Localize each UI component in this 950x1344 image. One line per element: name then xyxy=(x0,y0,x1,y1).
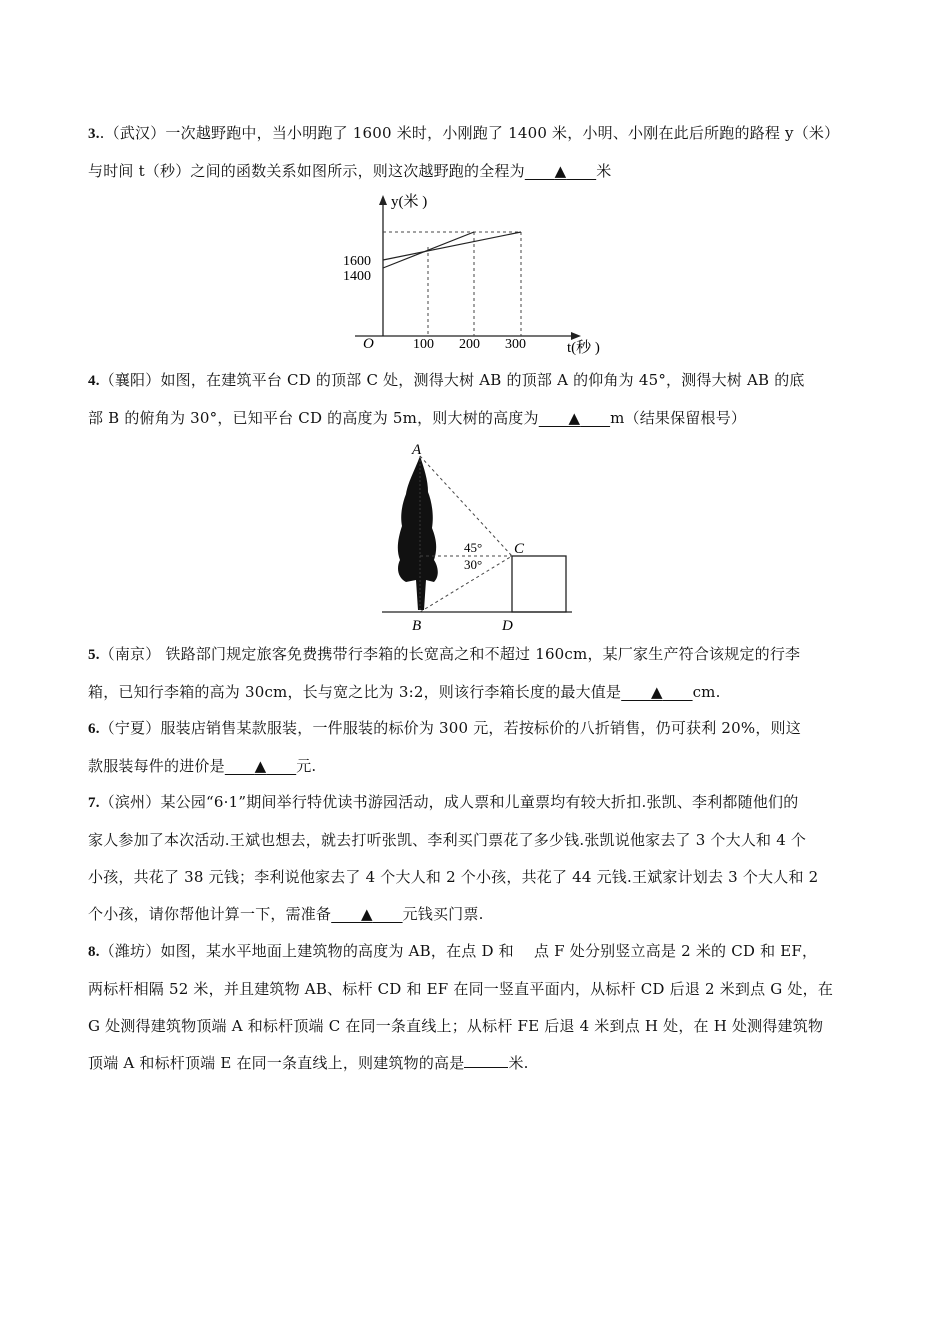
figure-distance-time-graph xyxy=(335,190,625,360)
origin-label: O xyxy=(363,336,374,352)
y-tick-1600: 1600 xyxy=(343,254,371,269)
angle-30-label: 30° xyxy=(464,557,483,572)
label-c: C xyxy=(514,541,525,557)
x-tick-300: 300 xyxy=(505,337,526,352)
question-6-number: 6. xyxy=(88,721,100,737)
question-3-number: 3. xyxy=(88,126,100,142)
label-d: D xyxy=(502,618,513,634)
question-7-line-1: 7.（滨州）某公园“6·1”期间举行特优读书游园活动，成人票和儿童票均有较大折扣.张凯、李利都随他们的 xyxy=(88,793,799,811)
question-5 xyxy=(88,636,868,711)
y-axis-label: y(米 ) xyxy=(391,194,428,210)
platform-cd xyxy=(512,556,566,612)
question-8-line-4: 顶端 A 和标杆顶端 E 在同一条直线上，则建筑物的高是 米. xyxy=(88,1054,529,1072)
answer-blank-3[interactable]: ▲ xyxy=(554,162,567,180)
question-8-number: 8. xyxy=(88,944,100,960)
x-axis-arrow xyxy=(571,332,581,340)
question-7-line-4: 个小孩，请你帮他计算一下，需准备 ▲ 元钱买门票. xyxy=(88,896,868,933)
x-tick-100: 100 xyxy=(413,337,434,352)
answer-blank-6[interactable]: ▲ xyxy=(254,757,267,775)
question-3-line-2: 与时间 t（秒）之间的函数关系如图所示，则这次越野跑的全程为 ▲ 米 xyxy=(88,153,868,190)
question-6 xyxy=(88,710,868,785)
question-7 xyxy=(88,784,868,933)
answer-blank-4[interactable]: ▲ xyxy=(568,409,581,427)
x-tick-200: 200 xyxy=(459,337,480,352)
question-7-line-2: 家人参加了本次活动.王斌也想去，就去打听张凯、李利买门票花了多少钱.张凯说他家去了 3 个大人和 4 个 xyxy=(88,831,807,849)
series-xiaogang xyxy=(383,232,474,268)
question-4 xyxy=(88,362,868,437)
question-3 xyxy=(88,115,868,190)
y-tick-1400: 1400 xyxy=(343,269,371,284)
tree-silhouette xyxy=(398,456,438,610)
question-6-line-2: 款服装每件的进价是 ▲ 元. xyxy=(88,748,868,785)
figure-tree-platform xyxy=(372,442,582,638)
question-7-line-3: 小孩，共花了 38 元钱；李利说他家去了 4 个大人和 2 个小孩，共花了 44 元钱.王斌家计划去 3 个大人和 2 xyxy=(88,868,819,886)
label-b: B xyxy=(412,618,422,634)
question-7-number: 7. xyxy=(88,795,100,811)
angle-45-label: 45° xyxy=(464,540,483,555)
answer-blank-7[interactable]: ▲ xyxy=(361,905,373,923)
question-5-line-1: 5.（南京） 铁路部门规定旅客免费携带行李箱的长宽高之和不超过 160cm，某厂家生产符合该规定的行李 xyxy=(88,645,801,663)
question-4-line-2: 部 B 的俯角为 30°，已知平台 CD 的高度为 5m，则大树的高度为 ▲ m（结果保留根号） xyxy=(88,400,868,437)
answer-blank-5[interactable]: ▲ xyxy=(651,683,663,701)
x-axis-label: t(秒 ) xyxy=(567,340,600,356)
y-axis-arrow xyxy=(379,195,387,205)
question-8-line-1: 8.（潍坊）如图，某水平地面上建筑物的高度为 AB，在点 D 和 点 F 处分别竖立高是 2 米的 CD 和 EF， xyxy=(88,942,818,960)
question-6-line-1: 6.（宁夏）服装店销售某款服装，一件服装的标价为 300 元，若按标价的八折销售，仍可获利 20%，则这 xyxy=(88,719,801,737)
question-4-number: 4. xyxy=(88,373,100,389)
question-5-line-2: 箱，已知行李箱的高为 30cm，长与宽之比为 3:2，则该行李箱长度的最大值是 ▲ cm. xyxy=(88,674,868,711)
series-xiaoming xyxy=(383,232,521,260)
question-3-line-1: 3..（武汉）一次越野跑中，当小明跑了 1600 米时，小刚跑了 1400 米，小明、小刚在此后所跑的路程 y（米） xyxy=(88,124,840,142)
question-4-line-1: 4.（襄阳）如图，在建筑平台 CD 的顶部 C 处，测得大树 AB 的顶部 A 的仰角为 45°，测得大树 AB 的底 xyxy=(88,371,805,389)
question-8 xyxy=(88,933,868,1082)
question-8-line-3: G 处测得建筑物顶端 A 和标杆顶端 C 在同一条直线上；从标杆 FE 后退 4 米到点 H 处，在 H 处测得建筑物 xyxy=(88,1017,824,1035)
question-8-line-2: 两标杆相隔 52 米，并且建筑物 AB、标杆 CD 和 EF 在同一竖直平面内，从标杆 CD 后退 2 米到点 G 处，在 xyxy=(88,980,834,998)
answer-blank-8[interactable] xyxy=(464,1053,508,1068)
label-a: A xyxy=(412,442,422,458)
question-5-number: 5. xyxy=(88,647,100,663)
